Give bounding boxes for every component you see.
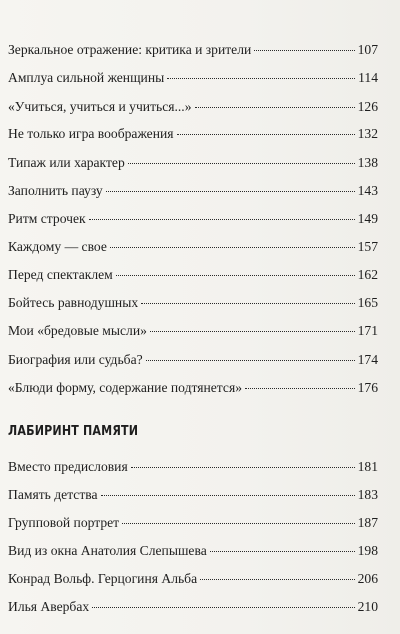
toc-entry xyxy=(8,97,378,117)
toc-entry xyxy=(8,265,378,285)
toc-entry-title: Конрад Вольф. Герцогиня Альба xyxy=(8,571,198,586)
toc-entry xyxy=(8,350,378,370)
toc-entry-title: «Блюди форму, содержание подтянется» xyxy=(8,380,242,395)
dot-leader xyxy=(101,495,355,496)
toc-entry-page: 206 xyxy=(357,571,378,586)
toc-entry-page: 114 xyxy=(358,70,378,85)
toc-entry-title: Не только игра воображения xyxy=(8,126,174,141)
toc-entry xyxy=(8,569,378,589)
toc-entry xyxy=(8,513,378,533)
dot-leader xyxy=(110,247,355,248)
toc-entry xyxy=(8,485,378,505)
dot-leader xyxy=(167,78,355,79)
toc-entry-page: 183 xyxy=(357,487,378,502)
toc-entry xyxy=(8,237,378,257)
toc-entry xyxy=(8,181,378,201)
dot-leader xyxy=(122,523,354,524)
toc-entry xyxy=(8,457,378,477)
toc-entry-page: 174 xyxy=(357,352,378,367)
toc-entry-page: 171 xyxy=(357,323,378,338)
toc-entry-title: Каждому — свое xyxy=(8,239,107,254)
dot-leader xyxy=(116,275,355,276)
toc-entry-page: 149 xyxy=(357,211,378,226)
toc-entry-title: Групповой портрет xyxy=(8,515,120,530)
dot-leader xyxy=(245,388,355,389)
toc-entry-title: «Учиться, учиться и учиться...» xyxy=(8,99,192,114)
toc-entry-page: 157 xyxy=(357,239,378,254)
dot-leader xyxy=(177,134,355,135)
dot-leader xyxy=(195,107,355,108)
toc-entry-page: 165 xyxy=(357,295,378,310)
toc-entry-page: 143 xyxy=(357,183,378,198)
toc-entry-title: Бойтесь равнодушных xyxy=(8,295,139,310)
dot-leader xyxy=(200,579,354,580)
toc-entry xyxy=(8,40,378,60)
dot-leader xyxy=(131,467,355,468)
toc-entry-title: Заполнить паузу xyxy=(8,183,103,198)
toc-entry-page: 176 xyxy=(357,380,378,395)
toc-entry xyxy=(8,153,378,173)
dot-leader xyxy=(146,360,355,361)
toc-entry xyxy=(8,209,378,229)
toc-entry xyxy=(8,68,378,88)
toc-entry-page: 210 xyxy=(357,599,378,614)
dot-leader xyxy=(254,50,354,51)
toc-entry xyxy=(8,378,378,398)
toc-entry-page: 107 xyxy=(357,42,378,57)
toc-entry-page: 187 xyxy=(357,515,378,530)
toc-entry xyxy=(8,124,378,144)
toc-entry xyxy=(8,293,378,313)
toc-entry-page: 138 xyxy=(357,155,378,170)
toc-entry-title: Илья Авербах xyxy=(8,599,90,614)
toc-entry-title: Мои «бредовые мысли» xyxy=(8,323,147,338)
toc-entry-title: Перед спектаклем xyxy=(8,267,113,282)
toc-entry-title: Амплуа сильной женщины xyxy=(8,70,165,85)
dot-leader xyxy=(141,303,354,304)
toc-entry xyxy=(8,597,378,617)
toc-entry-title: Вид из окна Анатолия Слепышева xyxy=(8,543,207,558)
dot-leader xyxy=(106,191,355,192)
dot-leader xyxy=(150,331,355,332)
toc-entry-page: 181 xyxy=(357,459,378,474)
toc-entry-title: Биография или судьба? xyxy=(8,352,143,367)
toc-entry-page: 126 xyxy=(357,99,378,114)
toc-entry-title: Зеркальное отражение: критика и зрители xyxy=(8,42,252,57)
toc-entry-page: 162 xyxy=(357,267,378,282)
dot-leader xyxy=(92,607,354,608)
dot-leader xyxy=(89,219,355,220)
toc-entry-page: 198 xyxy=(357,543,378,558)
toc-entry-title: Память детства xyxy=(8,487,98,502)
dot-leader xyxy=(128,163,355,164)
dot-leader xyxy=(210,551,355,552)
toc-entry xyxy=(8,321,378,341)
toc-entry-page: 132 xyxy=(357,126,378,141)
toc-entry xyxy=(8,541,378,561)
toc-entry-title: Ритм строчек xyxy=(8,211,86,226)
toc-entry-title: Вместо предисловия xyxy=(8,459,128,474)
toc-entry-title: Типаж или характер xyxy=(8,155,125,170)
section-heading: ЛАБИРИНТ ПАМЯТИ xyxy=(8,423,139,439)
